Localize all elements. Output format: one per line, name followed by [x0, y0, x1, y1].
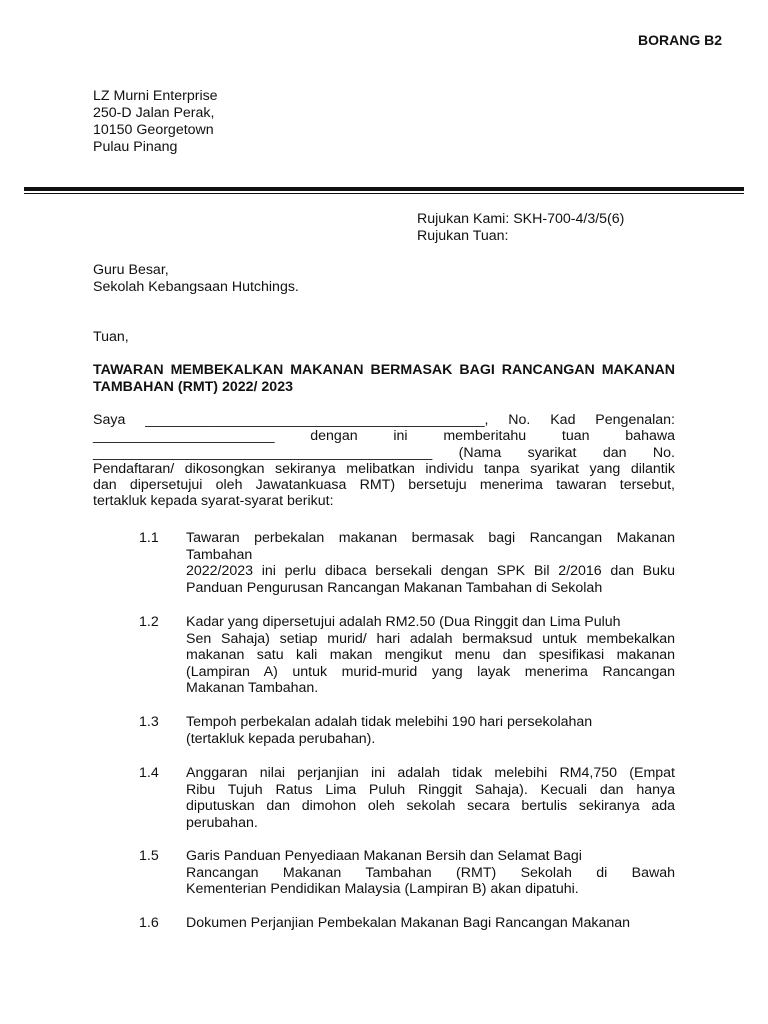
condition-line: Garis Panduan Penyediaan Makanan Bersih dan Selamat Bagi — [186, 848, 582, 864]
condition-line: diputuskan dan dimohon oleh sekolah secara bertulis sekiranya ada — [186, 798, 675, 815]
intro-line: Saya ___________________________________________, No. Kad Pengenalan: — [93, 412, 675, 428]
intro-line: _______________________ dengan ini memberitahu tuan bahawa — [93, 428, 675, 445]
condition-line: perubahan. — [186, 814, 258, 831]
condition-text — [186, 714, 675, 747]
recipient-address — [93, 262, 299, 296]
condition-line: 2022/2023 ini perlu dibaca bersekali dengan SPK Bil 2/2016 dan Buku — [186, 563, 675, 580]
condition-text — [186, 848, 675, 898]
condition-line: Tempoh perbekalan adalah tidak melebihi 190 hari persekolahan — [186, 714, 593, 730]
condition-line: Makanan Tambahan. — [186, 680, 319, 697]
intro-paragraph — [93, 412, 675, 510]
letterhead-divider-thick — [24, 187, 744, 191]
condition-line: Ribu Tujuh Ratus Lima Puluh Ringgit Sahaja). Kecuali dan hanya — [186, 781, 675, 798]
our-reference: Rujukan Kami: SKH-700-4/3/5(6) — [417, 211, 625, 227]
reference-block — [417, 211, 624, 245]
condition-line: makanan satu kali makan mengikut menu dan spesifikasi makanan — [186, 647, 675, 664]
condition-line: (tertakluk kepada perubahan). — [186, 730, 376, 747]
sender-state: Pulau Pinang — [93, 139, 178, 155]
condition-number: 1.2 — [139, 614, 159, 630]
condition-line: Tambahan — [186, 546, 253, 563]
your-reference: Rujukan Tuan: — [417, 228, 509, 244]
sender-address — [93, 88, 218, 156]
sender-postcode-city: 10150 Georgetown — [93, 122, 214, 138]
intro-line: dan dipersetujui oleh Jawatankuasa RMT) bersetuju menerima tawaran tersebut, — [93, 477, 675, 494]
condition-line: Kadar yang dipersetujui adalah RM2.50 (Dua Ringgit dan Lima Puluh — [186, 614, 621, 630]
sender-street: 250-D Jalan Perak, — [93, 105, 215, 121]
condition-number: 1.4 — [139, 765, 159, 781]
recipient-title: Guru Besar, — [93, 262, 169, 278]
condition-line: Kementerian Pendidikan Malaysia (Lampiran B) akan dipatuhi. — [186, 881, 579, 898]
intro-line: Pendaftaran/ dikosongkan sekiranya melibatkan individu tanpa syarikat yang dilantik — [93, 460, 675, 477]
intro-line: tertakluk kepada syarat-syarat berikut: — [93, 493, 334, 510]
salutation: Tuan, — [93, 329, 129, 345]
condition-line: Anggaran nilai perjanjian ini adalah tidak melebihi RM4,750 (Empat — [186, 765, 675, 781]
condition-line: Panduan Pengurusan Rancangan Makanan Tambahan di Sekolah — [186, 579, 603, 596]
letterhead-divider-thin — [24, 193, 744, 194]
condition-text — [186, 530, 675, 596]
letter-subject: TAWARAN MEMBEKALKAN MAKANAN BERMASAK BAGI RANCANGAN MAKANAN TAMBAHAN (RMT) 2022/ 2023 — [93, 362, 675, 395]
condition-text — [186, 765, 675, 831]
condition-number: 1.5 — [139, 848, 159, 864]
condition-number: 1.1 — [139, 530, 159, 546]
form-code: BORANG B2 — [637, 32, 722, 48]
recipient-school: Sekolah Kebangsaan Hutchings. — [93, 279, 299, 295]
condition-line: Rancangan Makanan Tambahan (RMT) Sekolah di Bawah — [186, 864, 675, 881]
condition-number: 1.3 — [139, 714, 159, 730]
condition-line: (Lampiran A) untuk murid-murid yang layak menerima Rancangan — [186, 663, 675, 680]
condition-number: 1.6 — [139, 915, 159, 931]
sender-name: LZ Murni Enterprise — [93, 88, 218, 104]
condition-line: Sen Sahaja) setiap murid/ hari adalah bermaksud untuk membekalkan — [186, 630, 675, 647]
condition-text — [186, 915, 675, 932]
condition-text — [186, 614, 675, 697]
condition-line: Tawaran perbekalan makanan bermasak bagi Rancangan Makanan — [186, 530, 675, 546]
intro-line: ___________________________________________ (Nama syarikat dan No. — [93, 444, 675, 461]
condition-line: Dokumen Perjanjian Pembekalan Makanan Bagi Rancangan Makanan — [186, 915, 631, 931]
